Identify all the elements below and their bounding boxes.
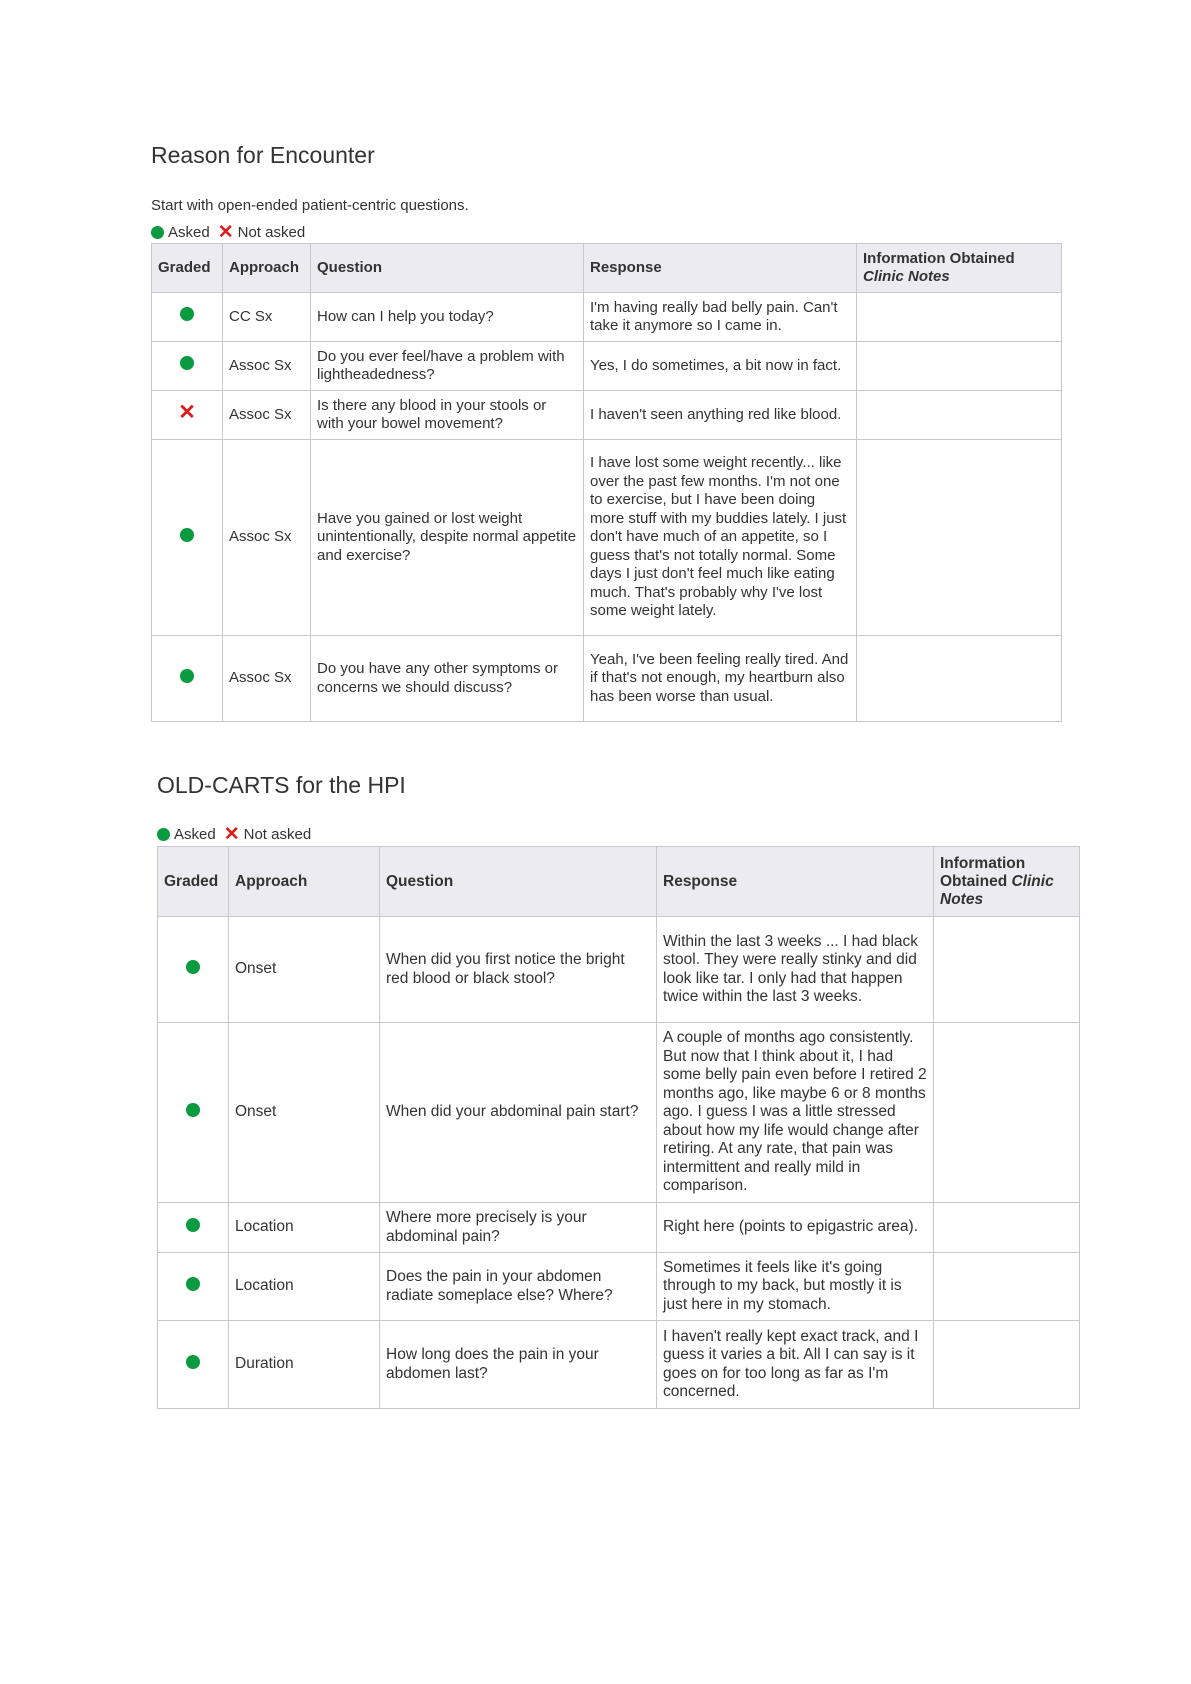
approach-cell: Onset [229, 1023, 380, 1203]
header-info-line2: Clinic Notes [863, 268, 950, 285]
question-cell: How long does the pain in your abdomen last? [380, 1321, 657, 1409]
graded-cell [158, 1203, 229, 1253]
graded-cell [158, 917, 229, 1023]
graded-cell [152, 440, 223, 636]
reason-for-encounter-table [151, 243, 1062, 722]
asked-dot-icon [186, 1103, 200, 1117]
header-info-line1: Information Obtained [940, 854, 1026, 890]
notes-cell [934, 1203, 1080, 1253]
table-row [152, 391, 1062, 440]
table-row [158, 1321, 1080, 1409]
graded-cell [158, 1023, 229, 1203]
header-response: Response [657, 847, 934, 917]
question-cell: Where more precisely is your abdominal pain? [380, 1203, 657, 1253]
asked-dot-icon [186, 1277, 200, 1291]
notes-cell [857, 293, 1062, 342]
header-info-line1: Information Obtained [863, 250, 1015, 267]
legend-not-asked-label: Not asked [243, 826, 312, 843]
table-row [158, 1023, 1080, 1203]
graded-cell [152, 342, 223, 391]
response-cell: Right here (points to epigastric area). [657, 1203, 934, 1253]
approach-cell: Onset [229, 917, 380, 1023]
approach-cell: Assoc Sx [223, 440, 311, 636]
response-cell: Yeah, I've been feeling really tired. And if that's not enough, my heartburn also has been worse than usual. [584, 636, 857, 722]
graded-cell [158, 1321, 229, 1409]
header-graded: Graded [158, 847, 229, 917]
notes-cell [857, 342, 1062, 391]
header-question: Question [311, 244, 584, 293]
asked-dot-icon [157, 828, 170, 841]
table-row [158, 917, 1080, 1023]
asked-dot-icon [186, 1218, 200, 1232]
question-cell: Do you have any other symptoms or concerns we should discuss? [311, 636, 584, 722]
response-cell: Within the last 3 weeks ... I had black stool. They were really stinky and did look like tar. I only had that happen twice within the last 3 weeks. [657, 917, 934, 1023]
notes-cell [934, 1253, 1080, 1321]
asked-dot-icon [180, 669, 194, 683]
approach-cell: Assoc Sx [223, 636, 311, 722]
table-row [152, 636, 1062, 722]
header-question: Question [380, 847, 657, 917]
question-cell: When did you first notice the bright red blood or black stool? [380, 917, 657, 1023]
table-row [152, 440, 1062, 636]
response-cell: I haven't really kept exact track, and I guess it varies a bit. All I can say is it goes on for too long as far as I'm concerned. [657, 1321, 934, 1409]
approach-cell: Location [229, 1253, 380, 1321]
asked-dot-icon [180, 307, 194, 321]
not-asked-x-icon: ✕ [223, 823, 240, 845]
question-cell: Is there any blood in your stools or with your bowel movement? [311, 391, 584, 440]
asked-dot-icon [180, 528, 194, 542]
question-cell: Have you gained or lost weight unintentionally, despite normal appetite and exercise? [311, 440, 584, 636]
question-cell: Do you ever feel/have a problem with lightheadedness? [311, 342, 584, 391]
old-carts-table [157, 846, 1080, 1409]
approach-cell: Location [229, 1203, 380, 1253]
question-cell: Does the pain in your abdomen radiate someplace else? Where? [380, 1253, 657, 1321]
legend [157, 823, 312, 845]
legend-not-asked-label: Not asked [237, 224, 306, 241]
header-info-obtained [934, 847, 1080, 917]
legend [151, 221, 306, 243]
section-title: Reason for Encounter [151, 142, 375, 168]
legend-asked-label: Asked [168, 224, 210, 241]
graded-cell [152, 293, 223, 342]
table-header-row [152, 244, 1062, 293]
table-header-row [158, 847, 1080, 917]
table-row [158, 1253, 1080, 1321]
header-response: Response [584, 244, 857, 293]
notes-cell [857, 391, 1062, 440]
response-cell: A couple of months ago consistently. But now that I think about it, I had some belly pain even before I retired 2 months ago, like maybe 6 or 8 months ago. I guess I was a little stressed about how my life would change after retiring. At any rate, that pain was intermittent and really mild in comparison. [657, 1023, 934, 1203]
approach-cell: CC Sx [223, 293, 311, 342]
header-approach: Approach [229, 847, 380, 917]
table-row [152, 293, 1062, 342]
asked-dot-icon [186, 1355, 200, 1369]
notes-cell [934, 917, 1080, 1023]
notes-cell [934, 1023, 1080, 1203]
asked-dot-icon [151, 226, 164, 239]
notes-cell [857, 636, 1062, 722]
header-approach: Approach [223, 244, 311, 293]
approach-cell: Assoc Sx [223, 391, 311, 440]
section-intro: Start with open-ended patient-centric questions. [151, 197, 469, 214]
table-row [152, 342, 1062, 391]
section-old-carts [157, 772, 406, 799]
question-cell: How can I help you today? [311, 293, 584, 342]
table-row [158, 1203, 1080, 1253]
approach-cell: Duration [229, 1321, 380, 1409]
header-graded: Graded [152, 244, 223, 293]
section-reason-for-encounter [151, 142, 375, 169]
asked-dot-icon [186, 960, 200, 974]
question-cell: When did your abdominal pain start? [380, 1023, 657, 1203]
header-info-line2: Clinic Notes [940, 872, 1054, 908]
response-cell: Yes, I do sometimes, a bit now in fact. [584, 342, 857, 391]
response-cell: I'm having really bad belly pain. Can't take it anymore so I came in. [584, 293, 857, 342]
graded-cell [158, 1253, 229, 1321]
response-cell: I have lost some weight recently... like over the past few months. I'm not one to exercise, but I have been doing more stuff with my buddies lately. I just don't have much of an appetite, so I guess that's not totally normal. Some days I just don't feel much like eating much. That's probably why I've lost some weight lately. [584, 440, 857, 636]
header-info-obtained [857, 244, 1062, 293]
section-title: OLD-CARTS for the HPI [157, 772, 406, 798]
graded-cell [152, 636, 223, 722]
notes-cell [934, 1321, 1080, 1409]
notes-cell [857, 440, 1062, 636]
response-cell: Sometimes it feels like it's going through to my back, but mostly it is just here in my stomach. [657, 1253, 934, 1321]
graded-cell [152, 391, 223, 440]
approach-cell: Assoc Sx [223, 342, 311, 391]
legend-asked-label: Asked [174, 826, 216, 843]
not-asked-x-icon: ✕ [217, 221, 234, 243]
response-cell: I haven't seen anything red like blood. [584, 391, 857, 440]
not-asked-x-icon: ✕ [178, 400, 196, 424]
asked-dot-icon [180, 356, 194, 370]
